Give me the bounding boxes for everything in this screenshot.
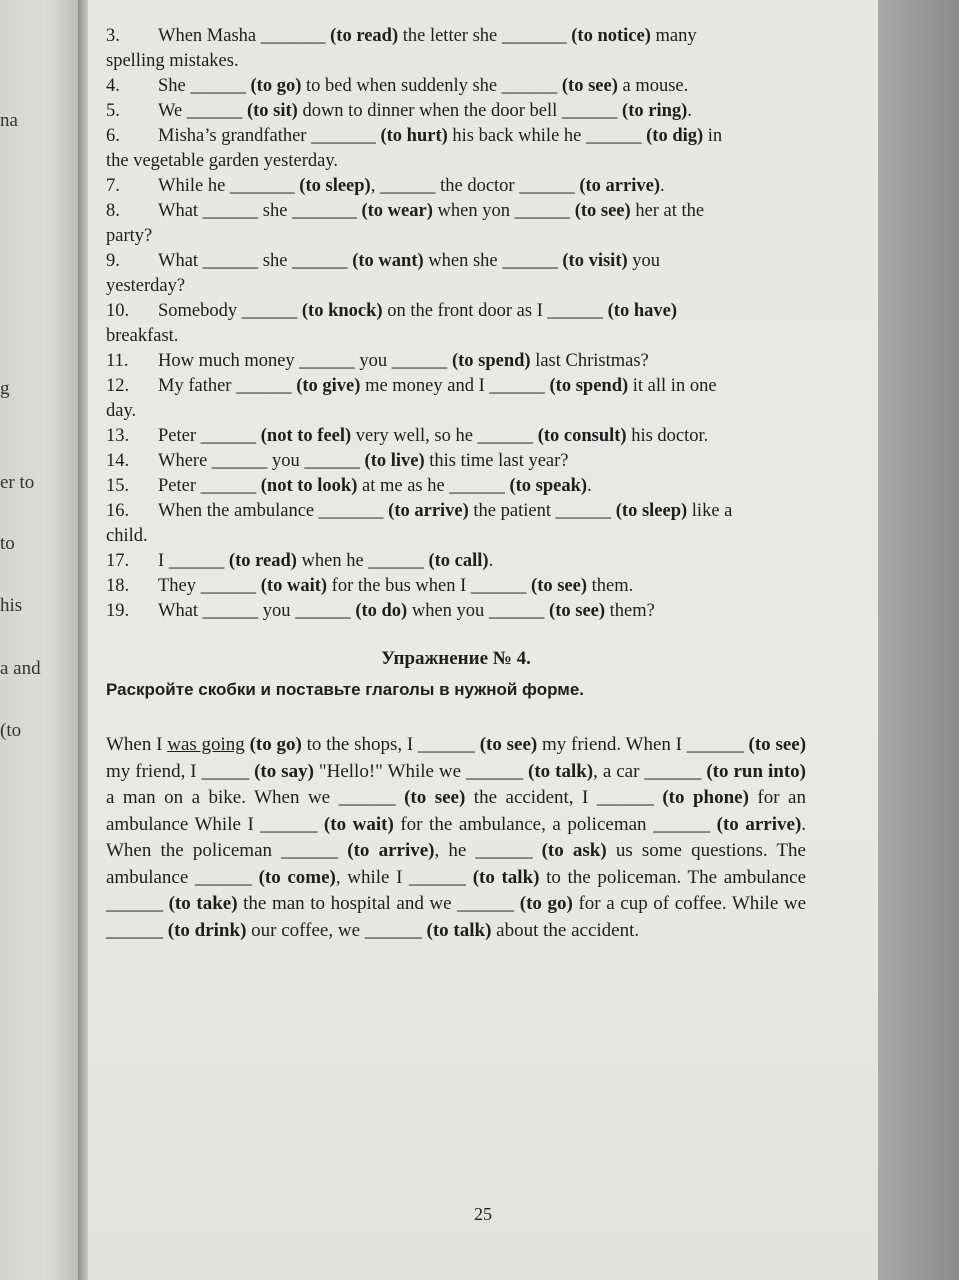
item-number: 13. bbox=[106, 426, 130, 446]
item-text: Peter ______ (not to look) at me as he ______ (to speak). bbox=[158, 476, 592, 496]
item-number: 10. bbox=[106, 301, 130, 321]
item-number: 8. bbox=[106, 201, 120, 221]
item-text: They ______ (to wait) for the bus when I ______ (to see) them. bbox=[158, 576, 634, 596]
item-continuation: breakfast. bbox=[106, 326, 179, 346]
item-text: We ______ (to sit) down to dinner when the door bell ______ (to ring). bbox=[158, 101, 692, 121]
left-fragment: g bbox=[0, 378, 10, 399]
item-number: 17. bbox=[106, 551, 130, 571]
exercise-item bbox=[106, 374, 806, 424]
exercise-item bbox=[106, 349, 806, 374]
item-continuation: child. bbox=[106, 526, 148, 546]
book-page bbox=[88, 0, 878, 1280]
item-number: 9. bbox=[106, 251, 120, 271]
item-number: 4. bbox=[106, 76, 120, 96]
exercise-item bbox=[106, 424, 806, 449]
page-number: 25 bbox=[474, 1204, 492, 1224]
item-continuation: spelling mistakes. bbox=[106, 51, 239, 71]
item-text: Misha’s grandfather _______ (to hurt) his back while he ______ (to dig) in bbox=[158, 126, 723, 146]
book-gutter bbox=[78, 0, 88, 1280]
exercise-item bbox=[106, 124, 806, 174]
item-continuation: party? bbox=[106, 226, 153, 246]
exercise-item bbox=[106, 249, 806, 299]
example-answer: was going bbox=[167, 734, 245, 755]
exercise-instruction: Раскройте скобки и поставьте глаголы в нужной форме. bbox=[106, 680, 585, 699]
item-text: My father ______ (to give) me money and I ______ (to spend) it all in one bbox=[158, 376, 717, 396]
exercise-item bbox=[106, 499, 806, 549]
item-number: 3. bbox=[106, 26, 120, 46]
exercise-item bbox=[106, 24, 806, 74]
item-number: 14. bbox=[106, 451, 130, 471]
item-number: 6. bbox=[106, 126, 120, 146]
exercise-item bbox=[106, 549, 806, 574]
item-number: 11. bbox=[106, 351, 129, 371]
item-text: Peter ______ (not to feel) very well, so he ______ (to consult) his doctor. bbox=[158, 426, 709, 446]
item-text: What ______ she _______ (to wear) when yon ______ (to see) her at the bbox=[158, 201, 705, 221]
exercise-item bbox=[106, 599, 806, 624]
exercise-item bbox=[106, 74, 806, 99]
exercise-item bbox=[106, 199, 806, 249]
left-page-edge bbox=[0, 0, 78, 1280]
left-fragment: er to bbox=[0, 472, 35, 493]
item-text: I ______ (to read) when he ______ (to call). bbox=[158, 551, 494, 571]
item-text: When Masha _______ (to read) the letter she _______ (to notice) many bbox=[158, 26, 697, 46]
item-continuation: day. bbox=[106, 401, 137, 421]
background-surface bbox=[878, 0, 959, 1280]
item-continuation: the vegetable garden yesterday. bbox=[106, 151, 338, 171]
left-fragment: to bbox=[0, 533, 15, 554]
exercise-item bbox=[106, 99, 806, 124]
item-text: What ______ you ______ (to do) when you ______ (to see) them? bbox=[158, 601, 655, 621]
item-text: How much money ______ you ______ (to spend) last Christmas? bbox=[158, 351, 649, 371]
item-number: 7. bbox=[106, 176, 120, 196]
exercise-item bbox=[106, 174, 806, 199]
exercise-item bbox=[106, 474, 806, 499]
exercise-heading: Упражнение № 4. bbox=[381, 648, 531, 669]
item-number: 15. bbox=[106, 476, 130, 496]
left-fragment: a and bbox=[0, 658, 41, 679]
exercise-item bbox=[106, 449, 806, 474]
page-content bbox=[106, 24, 806, 944]
item-continuation: yesterday? bbox=[106, 276, 186, 296]
left-fragment: (to bbox=[0, 720, 22, 741]
exercise-item bbox=[106, 574, 806, 599]
item-text: She ______ (to go) to bed when suddenly she ______ (to see) a mouse. bbox=[158, 76, 689, 96]
left-fragment: his bbox=[0, 595, 23, 616]
item-text: What ______ she ______ (to want) when she ______ (to visit) you bbox=[158, 251, 661, 271]
item-text: Where ______ you ______ (to live) this time last year? bbox=[158, 451, 569, 471]
item-number: 19. bbox=[106, 601, 130, 621]
item-number: 16. bbox=[106, 501, 130, 521]
left-fragment: na bbox=[0, 110, 18, 131]
exercise-item bbox=[106, 299, 806, 349]
exercise-paragraph: When I was going (to go) to the shops, I ______ (to see) my friend. When I ______ (to see) my friend, I _____ (to say) "Hello!" While we ______ (to talk), a car ______ (to run into) a man on a bike. When we ______ (to see) the accident, I ______ (to phone) for an ambulance While I ______ (to wait) for the ambulance, a policeman ______ (to arrive). When the policeman ______ (to arrive), he ______ (to ask) us some questions. The ambulance ______ (to come), while I ______ (to talk) to the policeman. The ambulance ______ (to take) the man to hospital and we ______ (to go) for a cup of coffee. While we ______ (to drink) our coffee, we ______ (to talk) about the accident. bbox=[106, 734, 807, 941]
item-number: 5. bbox=[106, 101, 120, 121]
item-text: When the ambulance _______ (to arrive) the patient ______ (to sleep) like a bbox=[158, 501, 733, 521]
item-number: 12. bbox=[106, 376, 130, 396]
item-number: 18. bbox=[106, 576, 130, 596]
exercise-list bbox=[106, 24, 806, 624]
item-text: Somebody ______ (to knock) on the front door as I ______ (to have) bbox=[158, 301, 677, 321]
item-text: While he _______ (to sleep), ______ the doctor ______ (to arrive). bbox=[158, 176, 665, 196]
